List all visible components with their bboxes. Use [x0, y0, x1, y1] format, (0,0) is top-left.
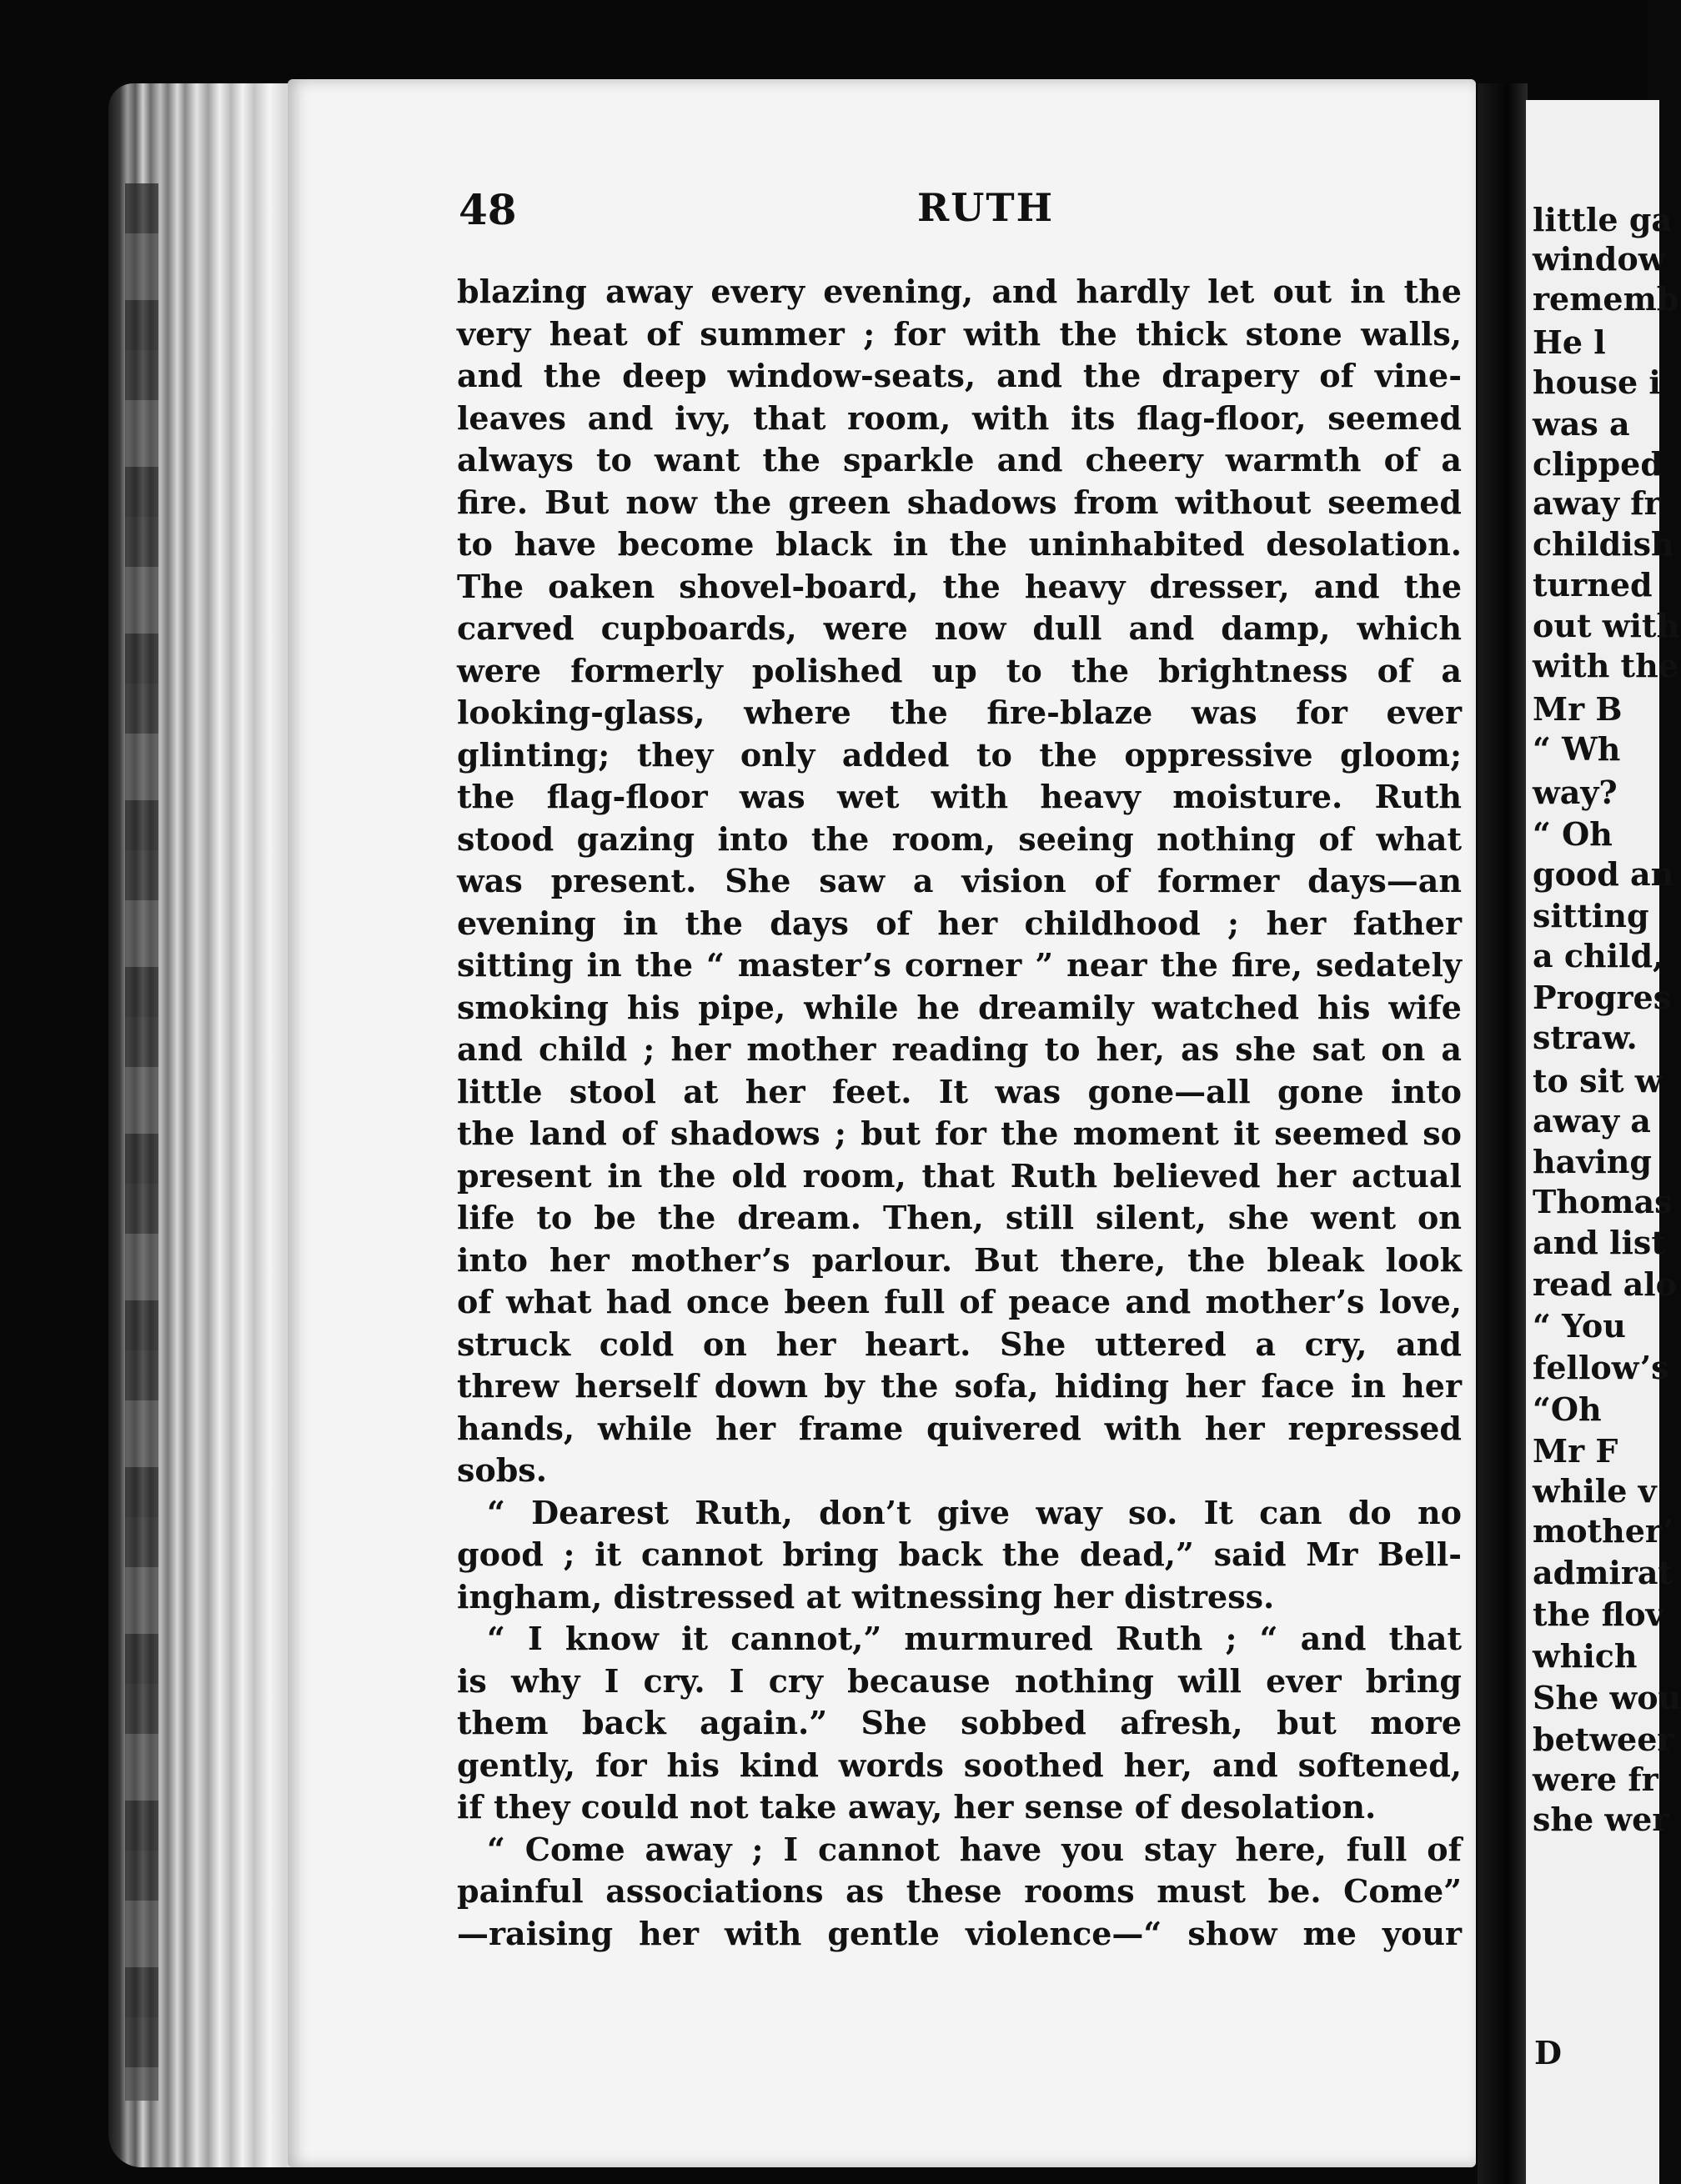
text-line: always to want the sparkle and cheery warmth of a	[457, 441, 1462, 478]
facing-page-line: way?	[1533, 774, 1618, 811]
text-line: “ Come away ; I cannot have you stay here, full of	[487, 1830, 1462, 1868]
facing-page-line: window	[1533, 240, 1666, 278]
facing-page-line: rememb	[1533, 280, 1679, 318]
facing-page-line: away a	[1533, 1102, 1651, 1140]
facing-page-line: having	[1533, 1143, 1652, 1180]
facing-page-line: and list	[1533, 1224, 1666, 1261]
page-number: 48	[459, 185, 517, 234]
text-line: if they could not take away, her sense of desolation.	[457, 1788, 1377, 1826]
text-line: looking-glass, where the fire-blaze was for ever	[457, 694, 1462, 731]
text-line: blazing away every evening, and hardly let out in the	[457, 273, 1462, 310]
facing-page-line: read alo	[1533, 1265, 1678, 1303]
facing-page-line: admirat	[1533, 1554, 1673, 1591]
facing-page-line: were fr	[1533, 1761, 1658, 1798]
body-text	[457, 271, 1462, 1955]
facing-page-line: “ Wh	[1533, 730, 1621, 768]
running-title: RUTH	[917, 185, 1055, 230]
text-line: and the deep window-seats, and the drapery of vine-	[457, 357, 1462, 394]
facing-page-line: with the	[1533, 647, 1678, 684]
text-line: leaves and ivy, that room, with its flag-floor, seemed	[457, 398, 1462, 437]
facing-page-line: good an	[1533, 855, 1674, 893]
text-line: very heat of summer ; for with the thick stone walls,	[457, 314, 1462, 353]
facing-page-line: a child,	[1533, 937, 1664, 974]
text-line: them back again.” She sobbed afresh, but more	[457, 1704, 1462, 1741]
facing-page-line: fellow’s	[1533, 1349, 1669, 1386]
text-line: evening in the days of her childhood ; her father	[457, 904, 1462, 942]
binding-shadow	[125, 183, 158, 2101]
text-line: glinting; they only added to the oppressive gloom;	[457, 735, 1462, 774]
facing-page-line: mother’	[1533, 1512, 1674, 1550]
text-line: little stool at her feet. It was gone—all gone into	[457, 1072, 1462, 1110]
text-line: fire. But now the green shadows from without seemed	[457, 483, 1462, 521]
facing-page-line: away fr	[1533, 484, 1661, 522]
facing-page-line: out with	[1533, 607, 1680, 644]
facing-page-line: betweer	[1533, 1721, 1674, 1758]
facing-page-line: she wer	[1533, 1801, 1669, 1838]
facing-page-line: childish	[1533, 525, 1674, 563]
facing-page-line: He l	[1533, 323, 1606, 361]
text-line: into her mother’s parlour. But there, the bleak look	[457, 1240, 1462, 1279]
text-line: threw herself down by the sofa, hiding her face in her	[457, 1367, 1462, 1405]
text-line: painful associations as these rooms must be. Come”	[457, 1872, 1462, 1910]
facing-page-line: sitting	[1533, 897, 1649, 934]
book-gutter	[1478, 83, 1528, 2184]
facing-page-line: “Oh	[1533, 1390, 1602, 1428]
facing-page-line: house i	[1533, 363, 1661, 401]
facing-page-fragment	[1526, 100, 1681, 2184]
text-line: were formerly polished up to the brightness of a	[457, 651, 1462, 689]
facing-page-line: while v	[1533, 1472, 1657, 1510]
facing-page-line: which	[1533, 1637, 1638, 1675]
facing-page-line: Mr B	[1533, 690, 1623, 728]
text-line: and child ; her mother reading to her, as she sat on a	[457, 1030, 1462, 1068]
text-line: is why I cry. I cry because nothing will ever bring	[457, 1661, 1462, 1700]
facing-page-line: to sit w	[1533, 1062, 1663, 1100]
text-line: the land of shadows ; but for the moment it seemed so	[457, 1115, 1462, 1152]
facing-page-line: Mr F	[1533, 1432, 1618, 1470]
text-line: stood gazing into the room, seeing nothing of what	[457, 819, 1462, 858]
text-line: sitting in the “ master’s corner ” near the fire, sedately	[457, 946, 1462, 984]
text-line: present in the old room, that Ruth believed her actual	[457, 1156, 1462, 1195]
text-line: smoking his pipe, while he dreamily watched his wife	[457, 988, 1462, 1026]
text-line: struck cold on her heart. She uttered a cry, and	[457, 1325, 1462, 1363]
text-line: The oaken shovel-board, the heavy dresser, and the	[457, 567, 1462, 605]
facing-page-line: turned	[1533, 566, 1653, 604]
facing-page-line: “ Oh	[1533, 815, 1613, 853]
text-line: ingham, distressed at witnessing her distress.	[457, 1577, 1275, 1615]
text-line: gently, for his kind words soothed her, and softened,	[457, 1746, 1462, 1784]
text-line: —raising her with gentle violence—“ show me your	[457, 1914, 1462, 1952]
facing-page-line: the flov	[1533, 1595, 1664, 1633]
text-line: “ Dearest Ruth, don’t give way so. It can do no	[487, 1493, 1462, 1531]
text-line: “ I know it cannot,” murmured Ruth ; “ and that	[487, 1620, 1462, 1657]
text-line: sobs.	[457, 1451, 547, 1489]
facing-page-line: was a	[1533, 405, 1630, 443]
text-line: of what had once been full of peace and mother’s love,	[457, 1283, 1462, 1320]
facing-page-line: Thomas	[1533, 1183, 1673, 1220]
facing-page-line: “ You	[1533, 1307, 1626, 1345]
facing-page-line: straw.	[1533, 1019, 1638, 1056]
facing-page-line: She wou	[1533, 1679, 1681, 1716]
facing-page-signature: D	[1534, 2034, 1562, 2071]
facing-page-line: little ga	[1533, 201, 1673, 238]
text-line: was present. She saw a vision of former days—an	[457, 862, 1462, 899]
text-line: the flag-floor was wet with heavy moisture. Ruth	[457, 778, 1462, 815]
text-line: good ; it cannot bring back the dead,” said Mr Bell-	[457, 1535, 1462, 1573]
text-line: life to be the dream. Then, still silent, she went on	[457, 1199, 1462, 1236]
text-line: carved cupboards, were now dull and damp, which	[457, 609, 1462, 647]
page-header	[0, 185, 1647, 235]
facing-page-line: Progres	[1533, 979, 1672, 1016]
facing-page-line: clipped	[1533, 445, 1663, 483]
text-line: to have become black in the uninhabited desolation.	[457, 525, 1462, 563]
text-line: hands, while her frame quivered with her repressed	[457, 1409, 1462, 1447]
